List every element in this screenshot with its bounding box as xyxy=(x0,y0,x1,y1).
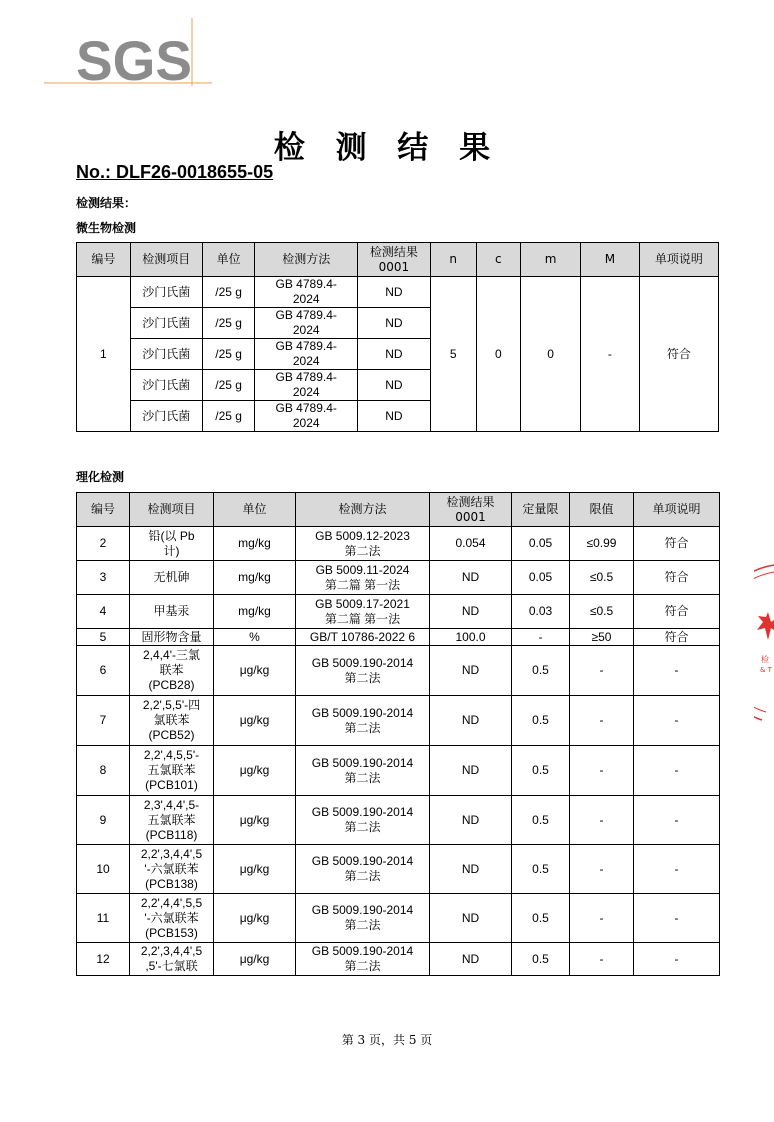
chem-limit-cell: ≤0.99 xyxy=(570,527,634,561)
chem-no-cell: 7 xyxy=(77,696,130,746)
chem-item-cell: 2,2',4,4',5,5 '-六氯联苯 (PCB153) xyxy=(130,894,214,943)
chem-no-cell: 5 xyxy=(77,629,130,646)
micro-header-cell: 检测结果 0001 xyxy=(357,243,430,277)
chem-unit-cell: mg/kg xyxy=(214,561,296,595)
chem-method-cell: GB 5009.12-2023 第二法 xyxy=(296,527,430,561)
micro-item-cell: 沙门氏菌 xyxy=(130,277,202,308)
chem-unit-cell: μg/kg xyxy=(214,796,296,845)
micro-header-cell: c xyxy=(476,243,521,277)
chem-result-cell: ND xyxy=(430,894,512,943)
chem-no-cell: 4 xyxy=(77,595,130,629)
sgs-logo-graphic xyxy=(44,18,214,88)
chem-item-cell: 2,3',4,4',5- 五氯联苯 (PCB118) xyxy=(130,796,214,845)
micro-header-cell: n xyxy=(430,243,476,277)
chem-result-cell: ND xyxy=(430,943,512,976)
chem-no-cell: 8 xyxy=(77,746,130,796)
micro-header-row xyxy=(77,243,719,277)
red-stamp xyxy=(754,560,774,730)
micro-method-cell: GB 4789.4- 2024 xyxy=(255,401,357,432)
chem-method-cell: GB 5009.190-2014 第二法 xyxy=(296,646,430,696)
stamp-star-icon xyxy=(757,612,774,640)
chem-unit-cell: μg/kg xyxy=(214,943,296,976)
micro-unit-cell: /25 g xyxy=(202,339,255,370)
micro-item-cell: 沙门氏菌 xyxy=(130,308,202,339)
chem-loq-cell: 0.5 xyxy=(512,845,570,894)
micro-header-cell: 单位 xyxy=(202,243,255,277)
chem-header-cell: 定量限 xyxy=(512,493,570,527)
chem-table xyxy=(76,492,720,976)
chem-conclusion-cell: - xyxy=(634,796,720,845)
chem-limit-cell: - xyxy=(570,894,634,943)
micro-header-cell: m xyxy=(521,243,581,277)
chem-item-cell: 2,2',3,4,4',5 '-六氯联苯 (PCB138) xyxy=(130,845,214,894)
chem-unit-cell: % xyxy=(214,629,296,646)
svg-text:& T: & T xyxy=(760,666,772,674)
chem-unit-cell: mg/kg xyxy=(214,527,296,561)
table-row xyxy=(77,595,720,629)
micro-header-cell: 检测方法 xyxy=(255,243,357,277)
table-row xyxy=(77,943,720,976)
chem-unit-cell: μg/kg xyxy=(214,696,296,746)
chem-conclusion-cell: 符合 xyxy=(634,527,720,561)
micro-n-cell: 5 xyxy=(430,277,476,432)
chem-method-cell: GB 5009.17-2021 第二篇 第一法 xyxy=(296,595,430,629)
chem-unit-cell: μg/kg xyxy=(214,894,296,943)
chem-no-cell: 3 xyxy=(77,561,130,595)
chem-loq-cell: - xyxy=(512,629,570,646)
chem-unit-cell: μg/kg xyxy=(214,845,296,894)
micro-m-cell: 0 xyxy=(521,277,581,432)
micro-item-cell: 沙门氏菌 xyxy=(130,370,202,401)
micro-unit-cell: /25 g xyxy=(202,277,255,308)
chem-loq-cell: 0.5 xyxy=(512,646,570,696)
chem-limit-cell: ≤0.5 xyxy=(570,561,634,595)
chem-limit-cell: - xyxy=(570,943,634,976)
chem-result-cell: ND xyxy=(430,595,512,629)
table-row xyxy=(77,894,720,943)
micro-result-cell: ND xyxy=(357,339,430,370)
svg-text:SGS: SGS xyxy=(76,29,192,88)
chem-loq-cell: 0.5 xyxy=(512,894,570,943)
chem-loq-cell: 0.05 xyxy=(512,527,570,561)
chem-result-cell: 0.054 xyxy=(430,527,512,561)
chem-conclusion-cell: - xyxy=(634,894,720,943)
chem-result-cell: ND xyxy=(430,746,512,796)
chem-header-cell: 编号 xyxy=(77,493,130,527)
chem-item-cell: 2,4,4'-三氯 联苯 (PCB28) xyxy=(130,646,214,696)
micro-header-cell: 单项说明 xyxy=(639,243,718,277)
micro-table xyxy=(76,242,719,432)
micro-method-cell: GB 4789.4- 2024 xyxy=(255,339,357,370)
chem-result-cell: ND xyxy=(430,696,512,746)
micro-unit-cell: /25 g xyxy=(202,370,255,401)
chem-conclusion-cell: - xyxy=(634,943,720,976)
table-row xyxy=(77,629,720,646)
chem-unit-cell: μg/kg xyxy=(214,646,296,696)
chem-method-cell: GB 5009.190-2014 第二法 xyxy=(296,796,430,845)
micro-result-cell: ND xyxy=(357,277,430,308)
chem-loq-cell: 0.5 xyxy=(512,796,570,845)
chem-limit-cell: - xyxy=(570,646,634,696)
micro-result-cell: ND xyxy=(357,308,430,339)
micro-unit-cell: /25 g xyxy=(202,401,255,432)
micro-result-cell: ND xyxy=(357,401,430,432)
table-row xyxy=(77,277,719,308)
chem-method-cell: GB 5009.190-2014 第二法 xyxy=(296,845,430,894)
chem-conclusion-cell: - xyxy=(634,845,720,894)
chem-loq-cell: 0.5 xyxy=(512,696,570,746)
chem-conclusion-cell: 符合 xyxy=(634,561,720,595)
table-row xyxy=(77,696,720,746)
chem-header-row xyxy=(77,493,720,527)
svg-text:检: 检 xyxy=(761,655,769,664)
micro-unit-cell: /25 g xyxy=(202,308,255,339)
chem-method-cell: GB 5009.11-2024 第二篇 第一法 xyxy=(296,561,430,595)
micro-method-cell: GB 4789.4- 2024 xyxy=(255,277,357,308)
chem-item-cell: 铅(以 Pb 计) xyxy=(130,527,214,561)
chem-conclusion-cell: - xyxy=(634,746,720,796)
chem-item-cell: 2,2',3,4,4',5 ,5'-七氯联 xyxy=(130,943,214,976)
report-number-value: DLF26-0018655-05 xyxy=(116,162,274,182)
chem-loq-cell: 0.5 xyxy=(512,746,570,796)
chem-limit-cell: - xyxy=(570,746,634,796)
chem-limit-cell: - xyxy=(570,845,634,894)
chem-loq-cell: 0.5 xyxy=(512,943,570,976)
micro-header-cell: M xyxy=(581,243,640,277)
chem-header-cell: 检测结果 0001 xyxy=(430,493,512,527)
chem-no-cell: 9 xyxy=(77,796,130,845)
chem-limit-cell: ≤0.5 xyxy=(570,595,634,629)
chem-no-cell: 11 xyxy=(77,894,130,943)
table-row xyxy=(77,746,720,796)
micro-header-cell: 编号 xyxy=(77,243,131,277)
chem-method-cell: GB 5009.190-2014 第二法 xyxy=(296,696,430,746)
chem-no-cell: 10 xyxy=(77,845,130,894)
chem-conclusion-cell: - xyxy=(634,696,720,746)
chem-item-cell: 2,2',5,5'-四 氯联苯 (PCB52) xyxy=(130,696,214,746)
chem-result-cell: ND xyxy=(430,561,512,595)
chem-limit-cell: - xyxy=(570,696,634,746)
chem-item-cell: 固形物含量 xyxy=(130,629,214,646)
chem-header-cell: 检测项目 xyxy=(130,493,214,527)
table-row xyxy=(77,561,720,595)
chem-item-cell: 无机砷 xyxy=(130,561,214,595)
page-title: 检 测 结 果 xyxy=(273,130,501,166)
chem-loq-cell: 0.03 xyxy=(512,595,570,629)
chem-conclusion-cell: 符合 xyxy=(634,629,720,646)
micro-header-cell: 检测项目 xyxy=(130,243,202,277)
chem-conclusion-cell: - xyxy=(634,646,720,696)
chem-limit-cell: - xyxy=(570,796,634,845)
report-number-separator: : xyxy=(105,162,116,182)
micro-c-cell: 0 xyxy=(476,277,521,432)
chem-no-cell: 2 xyxy=(77,527,130,561)
chem-result-cell: ND xyxy=(430,646,512,696)
chem-item-cell: 甲基汞 xyxy=(130,595,214,629)
report-number xyxy=(76,162,273,183)
chem-limit-cell: ≥50 xyxy=(570,629,634,646)
chem-unit-cell: mg/kg xyxy=(214,595,296,629)
chem-no-cell: 6 xyxy=(77,646,130,696)
table-row xyxy=(77,796,720,845)
sgs-logo xyxy=(44,18,214,88)
table-row xyxy=(77,646,720,696)
chem-header-cell: 单项说明 xyxy=(634,493,720,527)
chem-result-cell: ND xyxy=(430,845,512,894)
chem-method-cell: GB 5009.190-2014 第二法 xyxy=(296,894,430,943)
chem-header-cell: 限值 xyxy=(570,493,634,527)
chem-method-cell: GB 5009.190-2014 第二法 xyxy=(296,943,430,976)
micro-section-label: 微生物检测 xyxy=(76,221,137,235)
chem-no-cell: 12 xyxy=(77,943,130,976)
chem-method-cell: GB 5009.190-2014 第二法 xyxy=(296,746,430,796)
chem-unit-cell: μg/kg xyxy=(214,746,296,796)
chem-conclusion-cell: 符合 xyxy=(634,595,720,629)
chem-result-cell: ND xyxy=(430,796,512,845)
micro-M-cell: - xyxy=(581,277,640,432)
table-row xyxy=(77,527,720,561)
chem-section-label: 理化检测 xyxy=(76,470,125,484)
micro-item-cell: 沙门氏菌 xyxy=(130,339,202,370)
stamp-graphic xyxy=(754,560,774,730)
chem-item-cell: 2,2',4,5,5'- 五氯联苯 (PCB101) xyxy=(130,746,214,796)
report-number-label: No. xyxy=(76,162,105,182)
page-footer: 第 3 页，共 5 页 xyxy=(341,1033,433,1047)
chem-method-cell: GB/T 10786-2022 6 xyxy=(296,629,430,646)
chem-loq-cell: 0.05 xyxy=(512,561,570,595)
micro-result-cell: ND xyxy=(357,370,430,401)
micro-method-cell: GB 4789.4- 2024 xyxy=(255,308,357,339)
micro-method-cell: GB 4789.4- 2024 xyxy=(255,370,357,401)
micro-id-cell: 1 xyxy=(77,277,131,432)
chem-result-cell: 100.0 xyxy=(430,629,512,646)
results-label: 检测结果： xyxy=(76,196,137,210)
micro-conclusion-cell: 符合 xyxy=(639,277,718,432)
chem-header-cell: 单位 xyxy=(214,493,296,527)
chem-table-body xyxy=(77,527,720,976)
table-row xyxy=(77,845,720,894)
chem-header-cell: 检测方法 xyxy=(296,493,430,527)
micro-item-cell: 沙门氏菌 xyxy=(130,401,202,432)
